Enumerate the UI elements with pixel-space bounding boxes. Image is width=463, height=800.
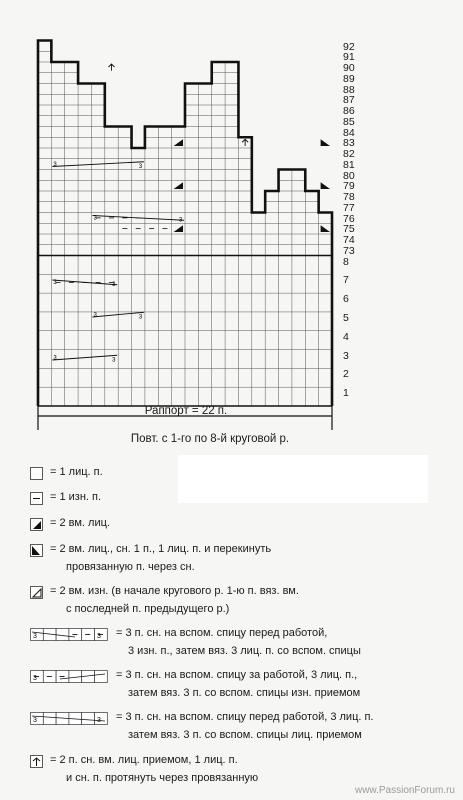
blank-panel (178, 455, 428, 503)
row-number: 92 (343, 40, 355, 53)
legend-text: провязанную п. через сн. (66, 561, 195, 573)
rapport-label: Раппорт = 22 п. (144, 405, 228, 417)
cable-number: 3 (93, 312, 97, 319)
decrease-triangle (174, 182, 183, 189)
row-number: 75 (343, 223, 355, 236)
cable-line (52, 162, 144, 167)
row-number: 77 (343, 201, 355, 214)
row-number: 78 (343, 191, 355, 203)
svg-text:3: 3 (97, 717, 101, 724)
row-number: 80 (343, 169, 355, 182)
p2tog-icon (30, 586, 44, 599)
legend-text: = 1 изн. п. (50, 491, 102, 503)
row-number: 82 (343, 148, 355, 160)
row-number: 7 (343, 274, 349, 287)
purl-stitch-icon (30, 492, 44, 505)
cable-number: 3 (138, 314, 143, 321)
cable-number: 3 (53, 355, 57, 362)
row-number: 8 (343, 255, 349, 268)
ssk-pass-over-icon (30, 544, 44, 557)
row-number: 88 (343, 83, 355, 96)
row-number: 83 (343, 137, 355, 150)
row-number: 86 (343, 105, 355, 117)
legend-text: = 2 вм. лиц. (50, 517, 110, 529)
cable-front-purl-icon (30, 628, 108, 641)
row-number: 6 (343, 293, 349, 306)
cable-number: 3 (179, 217, 183, 224)
svg-text:3: 3 (33, 717, 37, 724)
legend-text: = 3 п. сн. на вспом. спицу перед работой, 3 лиц. п. (116, 711, 374, 723)
svg-text:3: 3 (97, 633, 101, 640)
knit-stitch-icon (30, 467, 44, 480)
row-number: 87 (343, 94, 355, 107)
cable-line (52, 355, 117, 360)
cable-number: 3 (138, 163, 143, 170)
row-number: 4 (343, 330, 349, 343)
row-number: 3 (343, 349, 349, 362)
legend-text: = 3 п. сн. на вспом. спицу за работой, 3 лиц. п., (116, 669, 358, 681)
repeat-note: Повт. с 1-го по 8-й круговой р. (130, 433, 290, 445)
cable-number: 3 (112, 357, 116, 364)
legend-text: 3 изн. п., затем вяз. 3 лиц. п. со вспом. спицы (128, 645, 361, 657)
row-number: 79 (343, 180, 355, 193)
legend-text: = 1 лиц. п. (50, 466, 103, 478)
row-number: 89 (343, 72, 355, 85)
decrease-triangle (174, 139, 183, 146)
legend-text: затем вяз. 3 п. со вспом. спицы лиц. приемом (128, 729, 362, 741)
legend-text: = 2 п. сн. вм. лиц. приемом, 1 лиц. п. (50, 754, 238, 766)
legend-text: затем вяз. 3 п. со вспом. спицы изн. приемом (128, 687, 361, 699)
svg-text:3: 3 (33, 675, 37, 682)
decrease-triangle (174, 225, 183, 232)
row-number: 76 (343, 212, 355, 225)
row-number: 5 (343, 311, 349, 324)
cable-number: 3 (53, 161, 57, 168)
cable-back-purl-icon (30, 670, 108, 683)
double-decrease-icon (30, 755, 44, 768)
row-number: 84 (343, 126, 355, 139)
svg-text:3: 3 (33, 633, 37, 640)
legend-text: = 3 п. сн. на вспом. спицу перед работой, (116, 627, 328, 639)
row-number: 2 (343, 368, 349, 381)
cable-number: 3 (93, 215, 97, 222)
row-number: 1 (343, 387, 349, 400)
row-number: 73 (343, 244, 355, 257)
row-number: 81 (343, 158, 355, 171)
cable-front-knit-icon (30, 712, 108, 725)
legend-text: = 2 вм. изн. (в начале кругового р. 1-ю п. вяз. вм. (50, 585, 299, 597)
legend-text: = 2 вм. лиц., сн. 1 п., 1 лиц. п. и перекинуть (50, 543, 272, 555)
row-number: 90 (343, 62, 355, 74)
legend-text: с последней п. предыдущего р.) (66, 603, 230, 615)
k2tog-icon (30, 518, 44, 531)
row-number: 85 (343, 115, 355, 128)
legend-text: и сн. п. протянуть через провязанную (66, 772, 259, 784)
watermark: www.PassionForum.ru (354, 785, 455, 796)
row-number: 91 (343, 51, 355, 64)
cable-number: 3 (112, 282, 116, 288)
double-decrease-mark (242, 139, 248, 146)
outline-mask (38, 39, 335, 213)
cable-number: 3 (53, 280, 57, 286)
decrease-triangle (321, 225, 330, 232)
row-number: 74 (343, 234, 355, 246)
